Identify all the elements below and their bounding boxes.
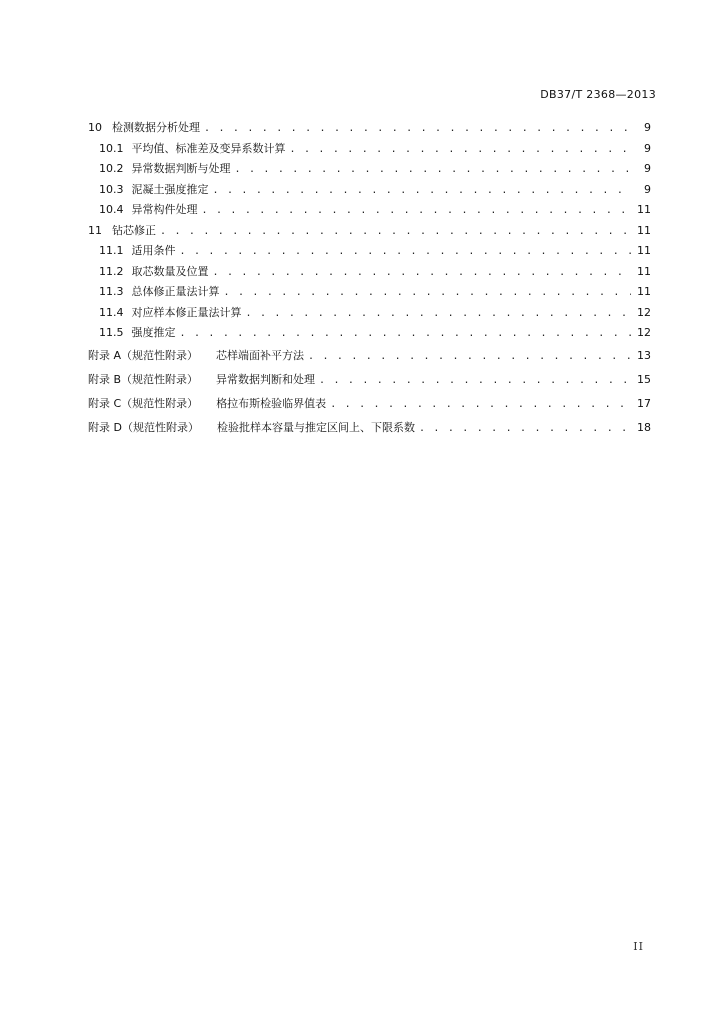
toc-entry-page: 9 — [644, 162, 651, 175]
toc-entry-title: 异常构件处理 — [131, 203, 198, 216]
toc-entry-10-3[interactable] — [88, 180, 651, 201]
toc-entry-title: 对应样本修正量法计算 — [131, 305, 242, 319]
toc-entry-title: 检测数据分析处理 — [112, 121, 200, 134]
leader-dots — [419, 417, 631, 441]
toc-entry-page: 9 — [644, 121, 651, 134]
leader-dots — [224, 283, 632, 304]
appendix-title: 检验批样本容量与推定区间上、下限系数 — [216, 420, 415, 434]
toc-appendix-b[interactable] — [88, 368, 651, 392]
leader-dots — [308, 345, 631, 369]
leader-dots — [204, 119, 631, 140]
toc-entry-number: 10.4 — [99, 203, 124, 216]
toc-entry-number: 10 — [88, 121, 102, 134]
toc-entry-title: 钻芯修正 — [112, 223, 156, 237]
toc-entry-10-1[interactable] — [88, 139, 651, 160]
toc-entry-number: 11.5 — [99, 326, 124, 339]
toc-entry-page: 9 — [644, 182, 651, 196]
leader-dots — [213, 263, 632, 284]
leader-dots — [180, 242, 632, 263]
toc-entry-page: 12 — [637, 326, 651, 339]
toc-entry-title: 适用条件 — [131, 244, 176, 257]
table-of-contents — [88, 118, 651, 440]
appendix-page: 18 — [637, 420, 651, 434]
toc-entry-11-2[interactable] — [88, 262, 651, 283]
toc-entry-10-2[interactable] — [88, 159, 651, 180]
toc-entry-number: 10.3 — [99, 182, 124, 196]
appendix-label: 附录 A（规范性附录） — [88, 348, 199, 362]
toc-entry-title: 平均值、标准差及变异系数计算 — [131, 141, 286, 155]
toc-appendix-a[interactable] — [88, 344, 651, 368]
appendix-label: 附录 C（规范性附录） — [88, 396, 199, 410]
leader-dots — [213, 181, 632, 202]
toc-entry-10[interactable] — [88, 118, 651, 139]
leader-dots — [160, 222, 631, 243]
appendix-page: 17 — [637, 396, 651, 410]
toc-entry-title: 取芯数量及位置 — [131, 264, 209, 278]
toc-entry-page: 11 — [637, 285, 651, 298]
appendix-page: 13 — [637, 348, 651, 362]
toc-entry-page: 11 — [637, 244, 651, 257]
toc-entry-page: 12 — [637, 305, 651, 319]
leader-dots — [180, 324, 632, 345]
appendix-title: 芯样端面补平方法 — [216, 348, 305, 362]
toc-entry-number: 11.4 — [99, 305, 124, 319]
standard-number: DB37/T 2368—2013 — [540, 88, 656, 101]
toc-entry-number: 11.3 — [99, 285, 124, 298]
leader-dots — [290, 140, 632, 161]
toc-entry-number: 10.1 — [99, 141, 124, 155]
toc-entry-11-3[interactable] — [88, 282, 651, 303]
leader-dots — [330, 393, 631, 417]
toc-entry-11-5[interactable] — [88, 323, 651, 344]
toc-entry-title: 总体修正量法计算 — [131, 285, 220, 298]
appendix-label: 附录 B（规范性附录） — [88, 372, 199, 386]
toc-entry-number: 11 — [88, 223, 102, 237]
toc-entry-page: 9 — [644, 141, 651, 155]
appendix-title: 格拉布斯检验临界值表 — [216, 396, 327, 410]
appendix-label: 附录 D（规范性附录） — [88, 420, 199, 434]
toc-entry-number: 11.2 — [99, 264, 124, 278]
toc-entry-number: 10.2 — [99, 162, 124, 175]
leader-dots — [246, 304, 632, 325]
toc-entry-page: 11 — [637, 223, 651, 237]
page-number: II — [633, 940, 644, 953]
toc-entry-11-1[interactable] — [88, 241, 651, 262]
toc-entry-title: 泥凝土强度推定 — [131, 182, 209, 196]
appendix-page: 15 — [637, 372, 651, 386]
toc-entry-title: 异常数据判断与处理 — [131, 162, 231, 175]
toc-entry-10-4[interactable] — [88, 200, 651, 221]
toc-appendix-d[interactable] — [88, 416, 651, 440]
toc-entry-title: 强度推定 — [131, 326, 176, 339]
toc-entry-page: 11 — [637, 203, 651, 216]
toc-entry-11-4[interactable] — [88, 303, 651, 324]
toc-entry-page: 11 — [637, 264, 651, 278]
appendix-title: 异常数据判断和处理 — [216, 372, 316, 386]
toc-appendix-c[interactable] — [88, 392, 651, 416]
leader-dots — [202, 201, 632, 222]
leader-dots — [235, 160, 632, 181]
toc-entry-11[interactable] — [88, 221, 651, 242]
leader-dots — [319, 369, 631, 393]
toc-entry-number: 11.1 — [99, 244, 124, 257]
